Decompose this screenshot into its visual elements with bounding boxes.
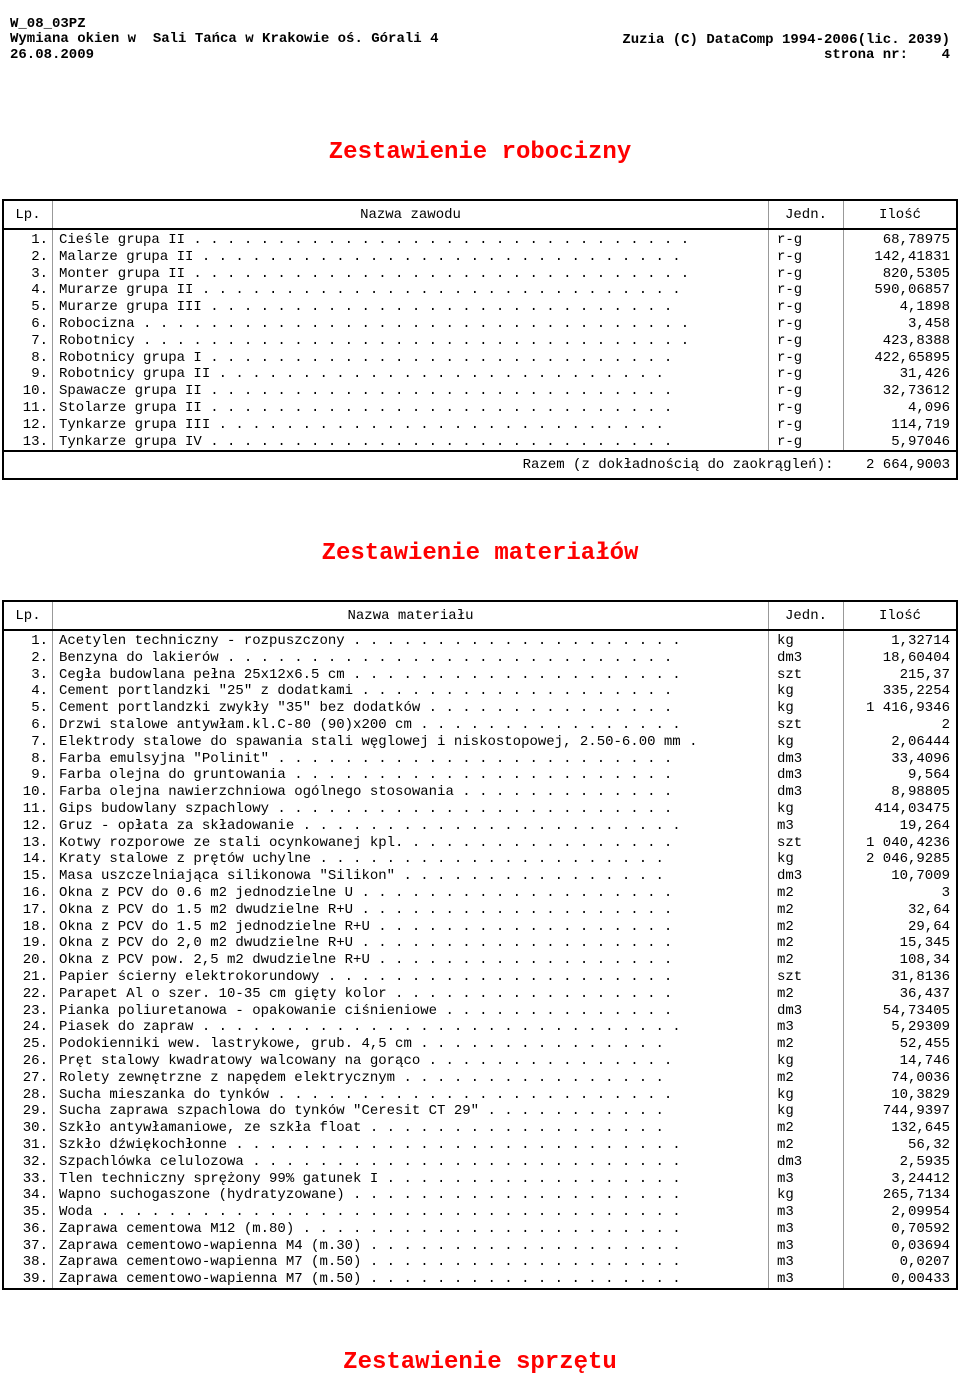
row-unit: r-g	[769, 400, 844, 417]
row-unit: r-g	[769, 249, 844, 266]
materials-section-title: Zestawienie materiałów	[321, 540, 639, 567]
row-name: Woda . . . . . . . . . . . . . . . . . . . . . . . . . . . . . . . . . . .	[53, 1204, 769, 1221]
row-qty: 108,34	[899, 952, 950, 969]
row-qty: 265,7134	[882, 1187, 950, 1204]
row-unit: kg	[769, 1187, 844, 1204]
row-qty: 1 416,9346	[865, 700, 950, 717]
row-name: Cegła budowlana pełna 25x12x6.5 cm . . . . . . . . . . . . . . . . . . . .	[53, 667, 769, 684]
table-row	[3, 1171, 957, 1188]
row-qty: 422,65895	[874, 349, 950, 366]
row-name: Robotnicy grupa I . . . . . . . . . . . . . . . . . . . . . . . . . . . .	[53, 350, 769, 367]
table-row	[3, 818, 957, 835]
row-qty: 5,97046	[891, 433, 950, 450]
row-qty: 132,645	[891, 1120, 950, 1137]
equipment-section-title: Zestawienie sprzętu	[343, 1349, 617, 1376]
row-qty: 215,37	[899, 666, 950, 683]
row-name: Zaprawa cementowo-wapienna M7 (m.50) . . . . . . . . . . . . . . . . . . .	[53, 1271, 769, 1289]
page-label: strona nr:	[823, 47, 908, 63]
row-lp: 10.	[3, 784, 53, 801]
labor-section-title: Zestawienie robocizny	[328, 139, 632, 166]
row-lp: 12.	[3, 417, 53, 434]
row-lp: 7.	[3, 734, 53, 751]
row-unit: m3	[769, 1271, 844, 1289]
table-row	[3, 868, 957, 885]
row-qty: 414,03475	[874, 800, 950, 817]
row-qty: 1,32714	[891, 633, 950, 649]
row-unit: m3	[769, 1254, 844, 1271]
row-lp: 35.	[3, 1204, 53, 1221]
table-row	[3, 767, 957, 784]
table-row	[3, 1003, 957, 1020]
row-unit: m2	[769, 952, 844, 969]
row-lp: 26.	[3, 1053, 53, 1070]
table-row	[3, 249, 957, 266]
table-row	[3, 400, 957, 417]
row-unit: m2	[769, 1036, 844, 1053]
row-qty: 4,1898	[899, 299, 950, 316]
table-row	[3, 1271, 957, 1289]
row-lp: 28.	[3, 1087, 53, 1104]
row-name: Zaprawa cementowo-wapienna M7 (m.50) . . . . . . . . . . . . . . . . . . .	[53, 1254, 769, 1271]
row-name: Podokienniki wew. lastrykowe, grub. 4,5 cm . . . . . . . . . . . . . . .	[53, 1036, 769, 1053]
col-qty: Ilość	[844, 601, 958, 630]
row-name: Gruz - opłata za składowanie . . . . . . . . . . . . . . . . . . . . . . .	[53, 818, 769, 835]
row-qty: 2,5935	[899, 1153, 950, 1170]
row-lp: 6.	[3, 717, 53, 734]
row-lp: 4.	[3, 282, 53, 299]
table-row	[3, 851, 957, 868]
table-row	[3, 1036, 957, 1053]
row-unit: r-g	[769, 316, 844, 333]
row-lp: 8.	[3, 350, 53, 367]
row-lp: 22.	[3, 986, 53, 1003]
table-row	[3, 683, 957, 700]
row-qty: 9,564	[907, 767, 950, 784]
row-name: Spawacze grupa II . . . . . . . . . . . . . . . . . . . . . . . . . . . .	[53, 383, 769, 400]
row-unit: m3	[769, 1221, 844, 1238]
page-number: 4	[941, 47, 950, 63]
row-lp: 13.	[3, 835, 53, 852]
row-unit: r-g	[769, 434, 844, 452]
row-qty: 18,60404	[882, 649, 950, 666]
row-lp: 34.	[3, 1187, 53, 1204]
row-unit: r-g	[769, 266, 844, 283]
page-indicator	[824, 47, 950, 63]
table-row	[3, 1221, 957, 1238]
labor-table	[2, 199, 958, 480]
row-unit: kg	[769, 700, 844, 717]
row-unit: kg	[769, 1103, 844, 1120]
row-unit: szt	[769, 717, 844, 734]
row-name: Murarze grupa III . . . . . . . . . . . . . . . . . . . . . . . . . . . .	[53, 299, 769, 316]
row-lp: 9.	[3, 767, 53, 784]
row-qty: 56,32	[907, 1136, 950, 1153]
row-name: Rolety zewnętrzne z napędem elektrycznym . . . . . . . . . . . . . . . .	[53, 1070, 769, 1087]
row-name: Gips budowlany szpachlowy . . . . . . . . . . . . . . . . . . . . . . . .	[53, 801, 769, 818]
row-name: Zaprawa cementowo-wapienna M4 (m.30) . . . . . . . . . . . . . . . . . . .	[53, 1238, 769, 1255]
row-qty: 820,5305	[882, 265, 950, 282]
table-row	[3, 417, 957, 434]
row-unit: m3	[769, 1204, 844, 1221]
table-row	[3, 986, 957, 1003]
row-name: Szkło antywłamaniowe, ze szkła float . . . . . . . . . . . . . . . . . .	[53, 1120, 769, 1137]
row-lp: 3.	[3, 667, 53, 684]
row-lp: 30.	[3, 1120, 53, 1137]
row-unit: r-g	[769, 232, 844, 249]
document-date: 26.08.2009	[10, 47, 95, 63]
row-unit: r-g	[769, 333, 844, 350]
row-unit: dm3	[769, 1154, 844, 1171]
row-name: Szpachlówka celulozowa . . . . . . . . . . . . . . . . . . . . . . . . . .	[53, 1154, 769, 1171]
row-unit: dm3	[769, 868, 844, 885]
row-lp: 19.	[3, 935, 53, 952]
table-row	[3, 650, 957, 667]
row-lp: 20.	[3, 952, 53, 969]
table-row	[3, 333, 957, 350]
row-qty: 2	[941, 716, 950, 733]
row-unit: dm3	[769, 1003, 844, 1020]
row-lp: 1.	[3, 232, 53, 249]
row-name: Elektrody stalowe do spawania stali węglowej i niskostopowej, 2.50-6.00 mm .	[53, 734, 769, 751]
row-lp: 11.	[3, 400, 53, 417]
row-qty: 3,458	[907, 315, 950, 332]
row-lp: 1.	[3, 633, 53, 650]
col-unit: Jedn.	[769, 200, 844, 229]
row-unit: dm3	[769, 784, 844, 801]
table-row	[3, 835, 957, 852]
table-row	[3, 1087, 957, 1104]
copyright: Zuzia (C) DataComp 1994-2006(lic. 2039)	[622, 32, 950, 48]
row-qty: 32,73612	[882, 383, 950, 400]
row-qty: 114,719	[891, 416, 950, 433]
row-name: Monter grupa II . . . . . . . . . . . . . . . . . . . . . . . . . . . . . .	[53, 266, 769, 283]
row-lp: 32.	[3, 1154, 53, 1171]
row-unit: szt	[769, 835, 844, 852]
table-row	[3, 350, 957, 367]
table-row	[3, 299, 957, 316]
row-qty: 8,98805	[891, 784, 950, 801]
row-lp: 38.	[3, 1254, 53, 1271]
row-name: Pręt stalowy kwadratowy walcowany na gorąco . . . . . . . . . . . . . . .	[53, 1053, 769, 1070]
row-unit: m2	[769, 986, 844, 1003]
table-row	[3, 1019, 957, 1036]
table-row	[3, 717, 957, 734]
row-lp: 31.	[3, 1137, 53, 1154]
row-lp: 2.	[3, 650, 53, 667]
table-row	[3, 1254, 957, 1271]
row-name: Okna z PCV do 1.5 m2 jednodzielne R+U . . . . . . . . . . . . . . . . . .	[53, 919, 769, 936]
row-name: Tlen techniczny sprężony 99% gatunek I . . . . . . . . . . . . . . . . . .	[53, 1171, 769, 1188]
row-lp: 10.	[3, 383, 53, 400]
row-lp: 15.	[3, 868, 53, 885]
row-name: Masa uszczelniająca silikonowa "Silikon" . . . . . . . . . . . . . . . .	[53, 868, 769, 885]
row-lp: 12.	[3, 818, 53, 835]
row-name: Cement portlandzki zwykły "35" bez dodatków . . . . . . . . . . . . . . .	[53, 700, 769, 717]
row-name: Benzyna do lakierów . . . . . . . . . . . . . . . . . . . . . . . . . . .	[53, 650, 769, 667]
row-qty: 423,8388	[882, 332, 950, 349]
row-qty: 33,4096	[891, 750, 950, 767]
row-unit: m2	[769, 935, 844, 952]
table-row	[3, 383, 957, 400]
row-name: Wapno suchogaszone (hydratyzowane) . . . . . . . . . . . . . . . . . . . .	[53, 1187, 769, 1204]
row-lp: 29.	[3, 1103, 53, 1120]
row-unit: m3	[769, 1171, 844, 1188]
row-lp: 4.	[3, 683, 53, 700]
row-unit: kg	[769, 734, 844, 751]
row-unit: kg	[769, 801, 844, 818]
col-lp: Lp.	[3, 200, 53, 229]
row-name: Okna z PCV do 1.5 m2 dwudzielne R+U . . . . . . . . . . . . . . . . . . .	[53, 902, 769, 919]
row-name: Farba olejna do gruntowania . . . . . . . . . . . . . . . . . . . . . . .	[53, 767, 769, 784]
row-name: Murarze grupa II . . . . . . . . . . . . . . . . . . . . . . . . . . . . .	[53, 282, 769, 299]
row-qty: 10,3829	[891, 1086, 950, 1103]
row-qty: 0,00433	[891, 1271, 950, 1288]
table-row	[3, 919, 957, 936]
table-row	[3, 266, 957, 283]
row-lp: 9.	[3, 366, 53, 383]
row-unit: r-g	[769, 417, 844, 434]
row-qty: 14,746	[899, 1052, 950, 1069]
row-qty: 15,345	[899, 935, 950, 952]
row-name: Sucha mieszanka do tynków . . . . . . . . . . . . . . . . . . . . . . . .	[53, 1087, 769, 1104]
table-row	[3, 935, 957, 952]
table-row	[3, 969, 957, 986]
table-row	[3, 801, 957, 818]
table-row	[3, 952, 957, 969]
row-qty: 31,8136	[891, 968, 950, 985]
row-lp: 25.	[3, 1036, 53, 1053]
row-lp: 33.	[3, 1171, 53, 1188]
document-title: Wymiana okien w Sali Tańca w Krakowie oś. Górali 4	[10, 31, 439, 47]
table-row	[3, 1137, 957, 1154]
row-qty: 1 040,4236	[865, 834, 950, 851]
row-name: Pianka poliuretanowa - opakowanie ciśnieniowe . . . . . . . . . . . . . .	[53, 1003, 769, 1020]
materials-table-body	[3, 630, 957, 1289]
row-qty: 32,64	[907, 901, 950, 918]
row-lp: 27.	[3, 1070, 53, 1087]
table-row	[3, 1120, 957, 1137]
labor-table-body	[3, 229, 957, 451]
table-row	[3, 1070, 957, 1087]
row-name: Acetylen techniczny - rozpuszczony . . . . . . . . . . . . . . . . . . . .	[53, 633, 769, 650]
row-unit: kg	[769, 1087, 844, 1104]
row-lp: 36.	[3, 1221, 53, 1238]
table-row	[3, 434, 957, 452]
table-row	[3, 1238, 957, 1255]
row-qty: 29,64	[907, 918, 950, 935]
col-lp: Lp.	[3, 601, 53, 630]
materials-table	[2, 600, 958, 1290]
table-row	[3, 282, 957, 299]
row-qty: 4,096	[907, 399, 950, 416]
row-qty: 2 046,9285	[865, 851, 950, 868]
row-unit: m2	[769, 902, 844, 919]
row-lp: 24.	[3, 1019, 53, 1036]
row-name: Cieśle grupa II . . . . . . . . . . . . . . . . . . . . . . . . . . . . . .	[53, 232, 769, 249]
col-name: Nazwa materiału	[53, 601, 769, 630]
table-row	[3, 1103, 957, 1120]
row-unit: m2	[769, 1070, 844, 1087]
row-unit: r-g	[769, 383, 844, 400]
row-name: Tynkarze grupa III . . . . . . . . . . . . . . . . . . . . . . . . . . .	[53, 417, 769, 434]
row-name: Szkło dźwiękochłonne . . . . . . . . . . . . . . . . . . . . . . . . . . .	[53, 1137, 769, 1154]
row-unit: m3	[769, 1238, 844, 1255]
materials-table-header	[3, 601, 957, 630]
row-unit: szt	[769, 667, 844, 684]
row-lp: 8.	[3, 751, 53, 768]
row-name: Malarze grupa II . . . . . . . . . . . . . . . . . . . . . . . . . . . . .	[53, 249, 769, 266]
row-lp: 6.	[3, 316, 53, 333]
table-row	[3, 734, 957, 751]
col-qty: Ilość	[844, 200, 958, 229]
row-name: Sucha zaprawa szpachlowa do tynków "Ceresit CT 29" . . . . . . . . . . .	[53, 1103, 769, 1120]
row-unit: dm3	[769, 751, 844, 768]
row-name: Cement portlandzki "25" z dodatkami . . . . . . . . . . . . . . . . . . .	[53, 683, 769, 700]
row-qty: 0,03694	[891, 1237, 950, 1254]
row-lp: 5.	[3, 700, 53, 717]
table-row	[3, 751, 957, 768]
row-qty: 31,426	[899, 366, 950, 383]
row-qty: 54,73405	[882, 1002, 950, 1019]
table-row	[3, 316, 957, 333]
row-name: Zaprawa cementowa M12 (m.80) . . . . . . . . . . . . . . . . . . . . . . .	[53, 1221, 769, 1238]
table-row	[3, 232, 957, 249]
table-row	[3, 700, 957, 717]
row-lp: 5.	[3, 299, 53, 316]
labor-total-row	[3, 451, 957, 479]
row-qty: 590,06857	[874, 282, 950, 299]
row-lp: 37.	[3, 1238, 53, 1255]
row-qty: 74,0036	[891, 1069, 950, 1086]
table-row	[3, 667, 957, 684]
row-qty: 10,7009	[891, 868, 950, 885]
row-unit: r-g	[769, 366, 844, 383]
row-qty: 36,437	[899, 985, 950, 1002]
row-unit: dm3	[769, 767, 844, 784]
table-row	[3, 1053, 957, 1070]
row-unit: kg	[769, 633, 844, 650]
row-name: Okna z PCV pow. 2,5 m2 dwudzielne R+U . . . . . . . . . . . . . . . . . .	[53, 952, 769, 969]
doc-code: W_08_03PZ	[10, 16, 86, 32]
row-lp: 17.	[3, 902, 53, 919]
row-unit: szt	[769, 969, 844, 986]
row-lp: 3.	[3, 266, 53, 283]
row-name: Kotwy rozporowe ze stali ocynkowanej kpl. . . . . . . . . . . . . . . . .	[53, 835, 769, 852]
row-name: Parapet Al o szer. 10-35 cm gięty kolor . . . . . . . . . . . . . . . . .	[53, 986, 769, 1003]
row-name: Piasek do zapraw . . . . . . . . . . . . . . . . . . . . . . . . . . . . .	[53, 1019, 769, 1036]
row-name: Robocizna . . . . . . . . . . . . . . . . . . . . . . . . . . . . . . . . .	[53, 316, 769, 333]
row-lp: 13.	[3, 434, 53, 452]
row-lp: 14.	[3, 851, 53, 868]
row-qty: 3,24412	[891, 1170, 950, 1187]
row-qty: 68,78975	[882, 232, 950, 248]
row-unit: r-g	[769, 350, 844, 367]
row-unit: m3	[769, 818, 844, 835]
row-lp: 23.	[3, 1003, 53, 1020]
table-row	[3, 1204, 957, 1221]
table-row	[3, 885, 957, 902]
total-value: 2 664,9003	[844, 451, 958, 479]
row-name: Papier ścierny elektrokorundowy . . . . . . . . . . . . . . . . . . . . .	[53, 969, 769, 986]
row-name: Okna z PCV do 0.6 m2 jednodzielne U . . . . . . . . . . . . . . . . . . .	[53, 885, 769, 902]
total-label: Razem (z dokładnością do zaokrągleń):	[3, 451, 844, 479]
row-unit: r-g	[769, 299, 844, 316]
table-row	[3, 902, 957, 919]
row-unit: m2	[769, 1120, 844, 1137]
row-qty: 335,2254	[882, 683, 950, 700]
table-row	[3, 1187, 957, 1204]
col-unit: Jedn.	[769, 601, 844, 630]
row-unit: m3	[769, 1019, 844, 1036]
row-qty: 52,455	[899, 1036, 950, 1053]
row-qty: 0,0207	[899, 1254, 950, 1271]
row-unit: kg	[769, 1053, 844, 1070]
row-unit: m2	[769, 1137, 844, 1154]
row-name: Robotnicy . . . . . . . . . . . . . . . . . . . . . . . . . . . . . . . . .	[53, 333, 769, 350]
table-row	[3, 1154, 957, 1171]
row-qty: 744,9397	[882, 1103, 950, 1120]
table-row	[3, 366, 957, 383]
row-name: Kraty stalowe z prętów uchylne . . . . . . . . . . . . . . . . . . . . .	[53, 851, 769, 868]
row-qty: 142,41831	[874, 248, 950, 265]
row-lp: 2.	[3, 249, 53, 266]
row-lp: 7.	[3, 333, 53, 350]
row-name: Okna z PCV do 2,0 m2 dwudzielne R+U . . . . . . . . . . . . . . . . . . .	[53, 935, 769, 952]
row-name: Drzwi stalowe antywłam.kl.C-80 (90)x200 cm . . . . . . . . . . . . . . . .	[53, 717, 769, 734]
row-unit: m2	[769, 919, 844, 936]
row-name: Stolarze grupa II . . . . . . . . . . . . . . . . . . . . . . . . . . . .	[53, 400, 769, 417]
row-unit: kg	[769, 683, 844, 700]
table-row	[3, 633, 957, 650]
row-qty: 19,264	[899, 817, 950, 834]
row-qty: 0,70592	[891, 1220, 950, 1237]
row-qty: 2,09954	[891, 1204, 950, 1221]
row-unit: m2	[769, 885, 844, 902]
row-name: Robotnicy grupa II . . . . . . . . . . . . . . . . . . . . . . . . . . .	[53, 366, 769, 383]
row-qty: 5,29309	[891, 1019, 950, 1036]
row-name: Farba emulsyjna "Polinit" . . . . . . . . . . . . . . . . . . . . . . . .	[53, 751, 769, 768]
row-qty: 2,06444	[891, 733, 950, 750]
row-lp: 21.	[3, 969, 53, 986]
row-name: Farba olejna nawierzchniowa ogólnego stosowania . . . . . . . . . . . . .	[53, 784, 769, 801]
row-lp: 18.	[3, 919, 53, 936]
row-unit: dm3	[769, 650, 844, 667]
labor-table-header	[3, 200, 957, 229]
row-lp: 39.	[3, 1271, 53, 1289]
row-name: Tynkarze grupa IV . . . . . . . . . . . . . . . . . . . . . . . . . . . .	[53, 434, 769, 452]
row-unit: kg	[769, 851, 844, 868]
row-lp: 11.	[3, 801, 53, 818]
row-lp: 16.	[3, 885, 53, 902]
col-name: Nazwa zawodu	[53, 200, 769, 229]
row-unit: r-g	[769, 282, 844, 299]
row-qty: 3	[941, 884, 950, 901]
table-row	[3, 784, 957, 801]
